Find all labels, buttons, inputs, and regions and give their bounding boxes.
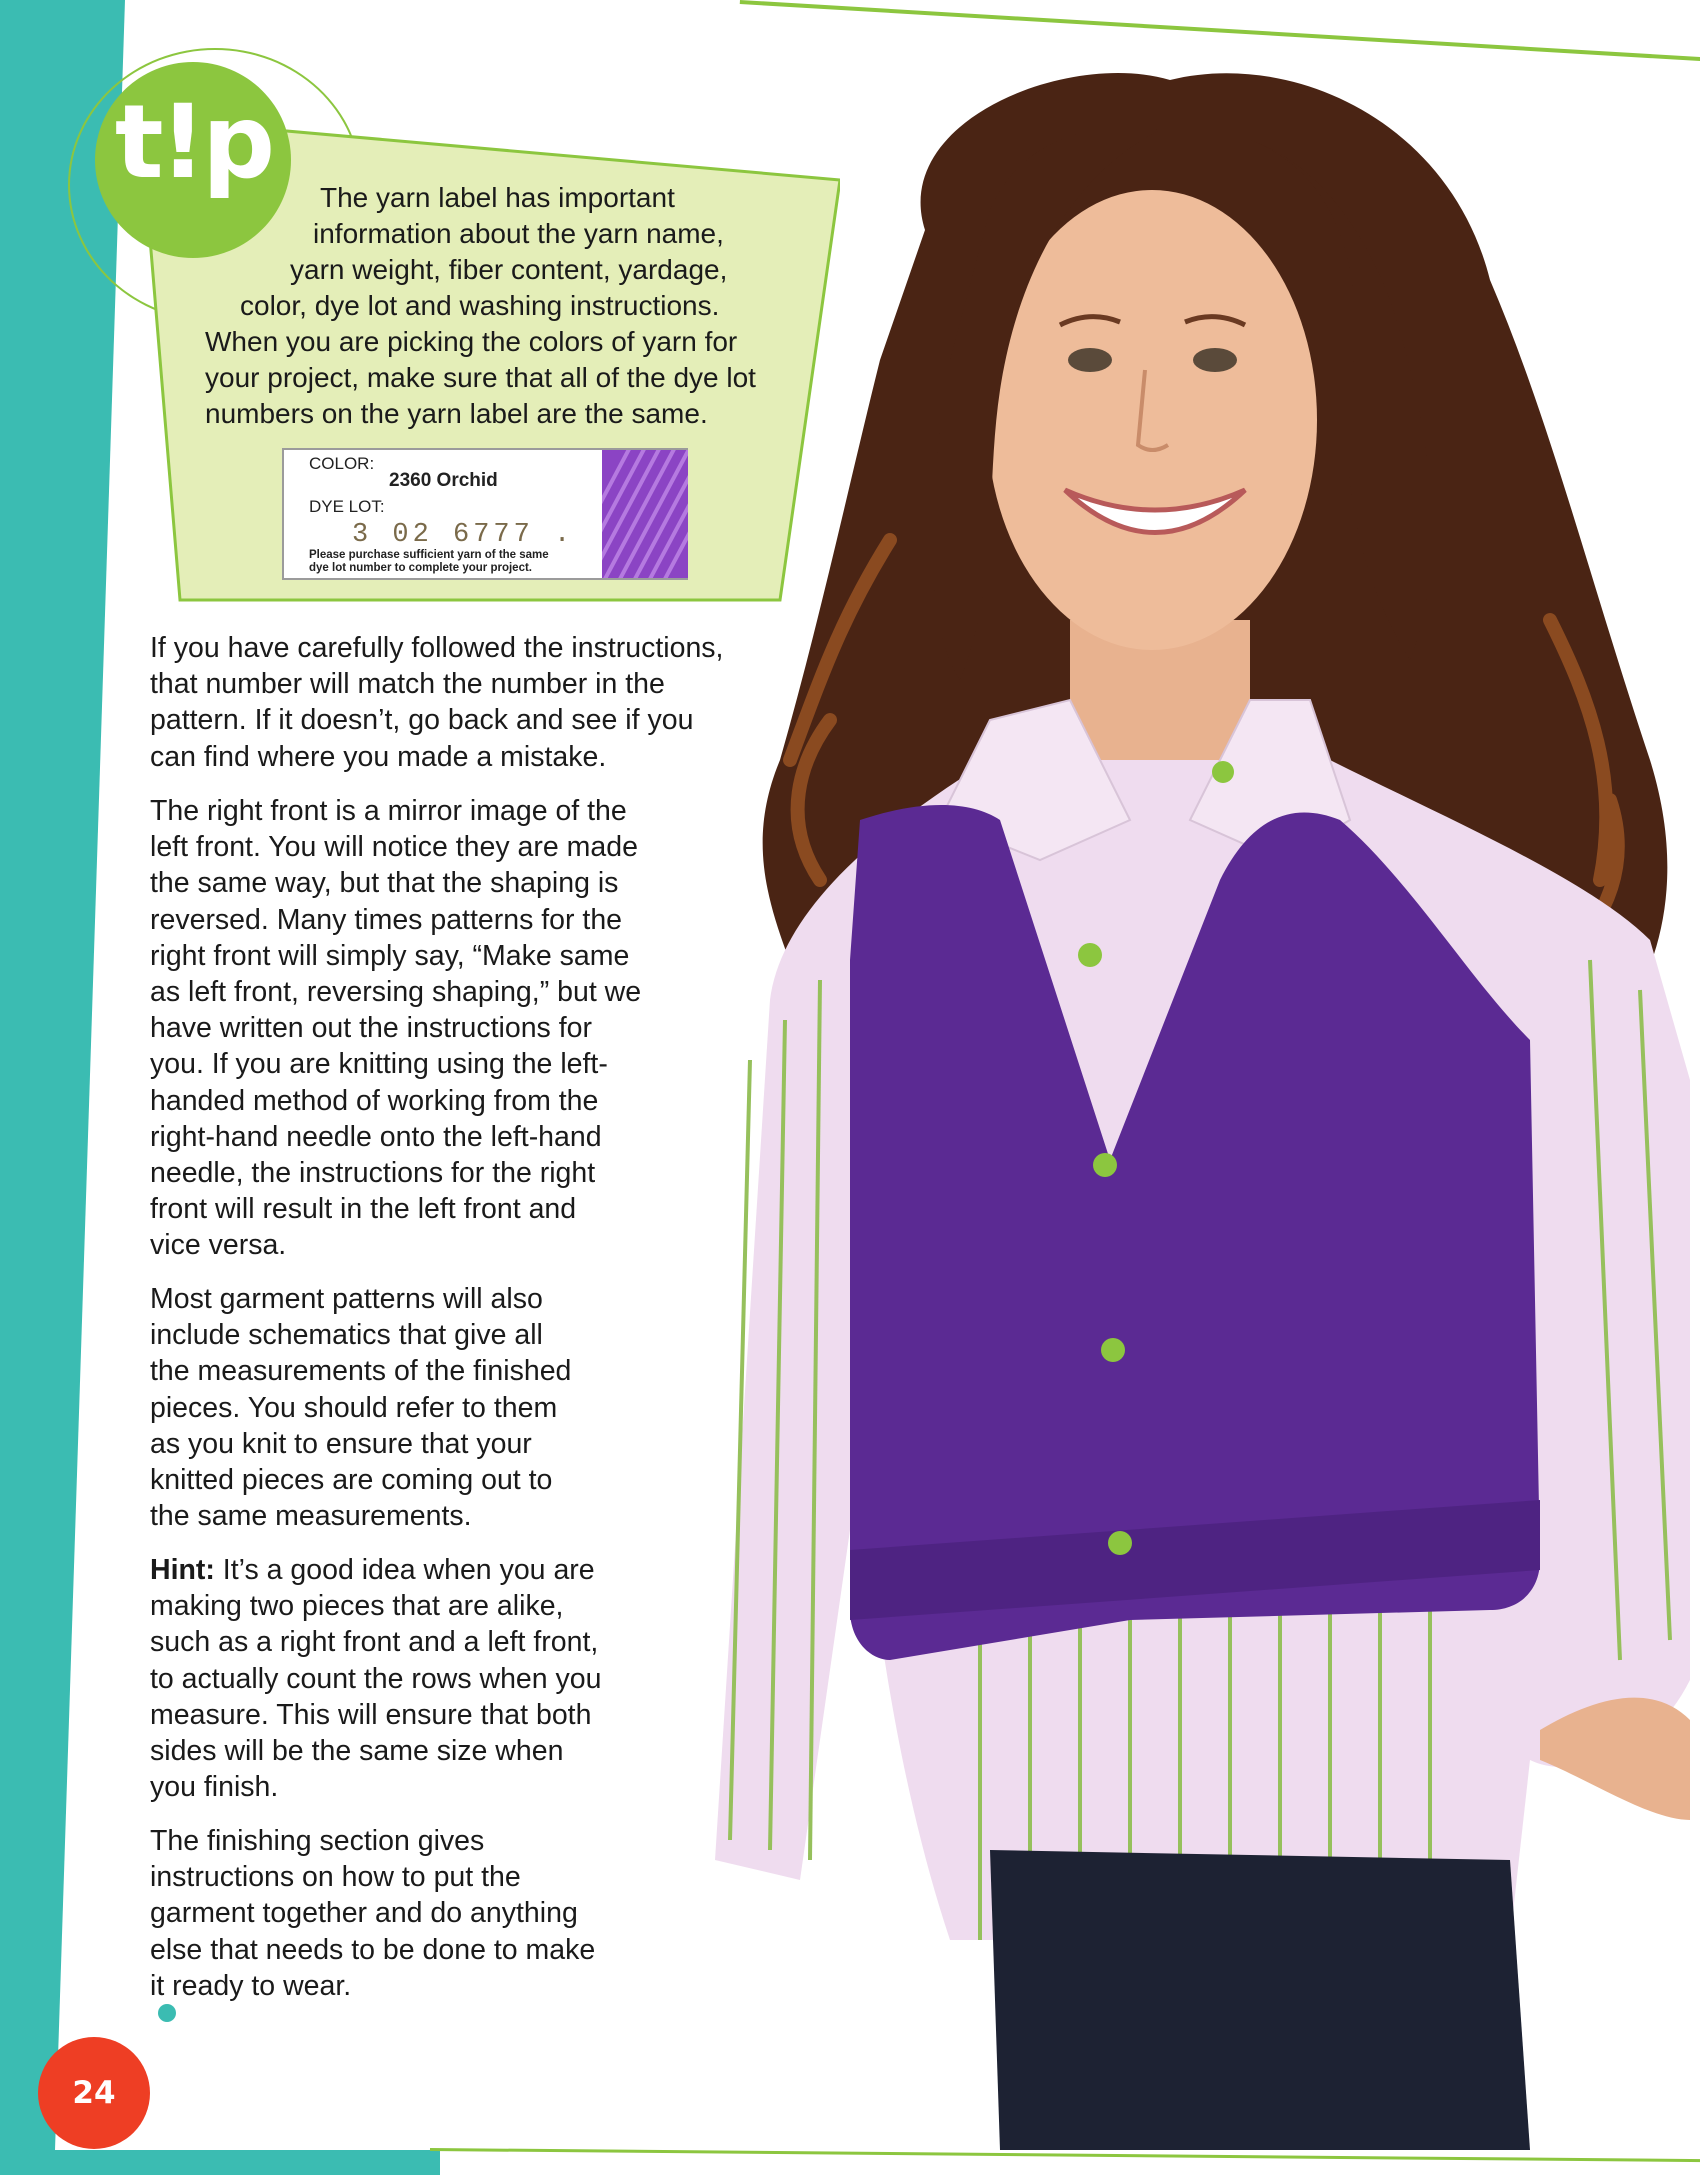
paragraph-1 (150, 630, 723, 775)
text-line: instructions on how to put the (150, 1861, 521, 1894)
text-line: you. If you are knitting using the left- (150, 1048, 608, 1081)
text-line: handed method of working from the (150, 1084, 599, 1117)
tip-badge-label: t!p (114, 83, 272, 202)
text-line: you finish. (150, 1771, 279, 1804)
tip-line: your project, make sure that all of the dye lot (205, 362, 756, 393)
label-note-1: Please purchase sufficient yarn of the same (309, 549, 549, 561)
page-number: 24 (38, 2037, 150, 2149)
paragraph-3 (150, 1281, 571, 1534)
text-line: include schematics that give all (150, 1319, 543, 1352)
tip-line: numbers on the yarn label are the same. (205, 398, 708, 429)
text-line: The finishing section gives (150, 1825, 485, 1857)
text-line: else that needs to be done to make (150, 1933, 596, 1966)
tip-line: information about the yarn name, (313, 218, 724, 249)
tip-line: color, dye lot and washing instructions. (240, 290, 720, 321)
dye-lot-value: 3 02 6777 . (352, 520, 575, 550)
text-line: reversed. Many times patterns for the (150, 903, 623, 936)
tip-line: When you are picking the colors of yarn for (205, 326, 738, 357)
dye-lot-label: DYE LOT: (309, 497, 385, 516)
last-line: it ready to wear. (150, 1969, 352, 2002)
text-line: the same way, but that the shaping is (150, 867, 619, 900)
text-line: pattern. If it doesn’t, go back and see if you (150, 704, 694, 737)
text-line: can find where you made a mistake. (150, 740, 607, 773)
jeans (990, 1850, 1530, 2150)
text-line (150, 1552, 602, 1588)
hint-lead: Hint: (150, 1554, 215, 1586)
text-line: measure. This will ensure that both (150, 1698, 592, 1731)
text-line: as left front, reversing shaping,” but we (150, 976, 642, 1009)
label-note-2: dye lot number to complete your project. (309, 562, 533, 574)
text-line: The right front is a mirror image of the (150, 795, 627, 827)
text-line: sides will be the same size when (150, 1735, 564, 1768)
text-line: the measurements of the finished (150, 1355, 572, 1388)
end-mark-icon (158, 2004, 176, 2022)
bottom-accent-line (430, 2148, 1700, 2162)
yarn-swatch (602, 450, 688, 578)
text-line: right-hand needle onto the left-hand (150, 1120, 602, 1153)
text-line: If you have carefully followed the instructions, (150, 632, 724, 664)
text-line: the same measurements. (150, 1500, 472, 1533)
text-line: needle, the instructions for the right (150, 1157, 596, 1190)
text-line: as you knit to ensure that your (150, 1427, 532, 1460)
paragraph-hint (150, 1552, 602, 1805)
text-line: pieces. You should refer to them (150, 1391, 558, 1424)
girl-in-knitted-vest-photo (690, 60, 1700, 2150)
text-line: front will result in the left front and (150, 1193, 577, 1226)
text-line: left front. You will notice they are made (150, 831, 638, 864)
tip-line: yarn weight, fiber content, yardage, (290, 254, 728, 285)
color-label: COLOR: (309, 454, 375, 473)
text-line (150, 1968, 595, 2022)
color-value: 2360 Orchid (389, 470, 498, 491)
text-line: Most garment patterns will also (150, 1283, 543, 1315)
yarn-label-image (282, 448, 688, 580)
text-line: vice versa. (150, 1229, 287, 1262)
tip-line: The yarn label has important (320, 182, 675, 213)
hint-line-first: It’s a good idea when you are (214, 1554, 595, 1586)
text-line: have written out the instructions for (150, 1012, 592, 1045)
text-line: to actually count the rows when you (150, 1662, 602, 1695)
paragraph-2 (150, 793, 641, 1264)
text-line: knitted pieces are coming out to (150, 1464, 553, 1497)
text-line: such as a right front and a left front, (150, 1626, 599, 1659)
text-line: making two pieces that are alike, (150, 1590, 564, 1623)
paragraph-5 (150, 1823, 595, 2022)
text-line: right front will simply say, “Make same (150, 939, 630, 972)
text-line: that number will match the number in the (150, 668, 665, 701)
text-line: garment together and do anything (150, 1897, 578, 1930)
